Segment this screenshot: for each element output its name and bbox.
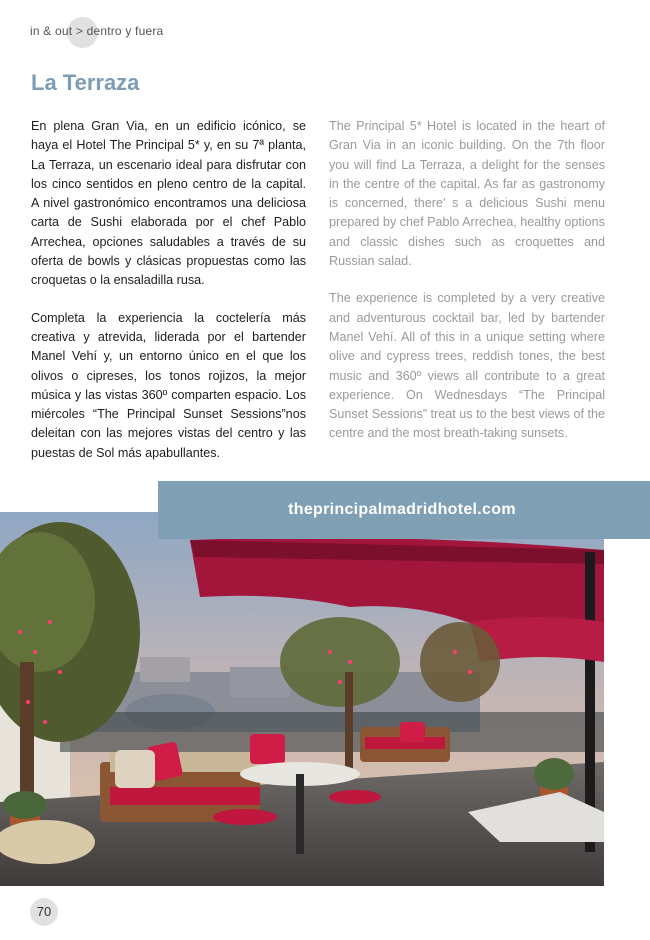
page-number: 70 (30, 898, 58, 926)
terrace-photo (0, 512, 604, 886)
english-paragraph-1: The Principal 5* Hotel is located in the heart of Gran Via in an iconic building. On the 7th floor you will find La Terraza, a delight for the senses in the centre of the capital. As far as gastronomy is concerned, there’ s a delicious Sushi menu prepared by chef Pablo Arrechea, healthy options and classic dishes such as croquettes and Russian salad. (329, 119, 605, 269)
english-column (329, 117, 605, 462)
spanish-column (31, 117, 306, 481)
spanish-paragraph-2: Completa la experiencia la coctelería más creativa y atrevida, liderada por el bartender Manel Vehí y, un entorno único en el que los olivos o cipreses, los tonos rojizos, la mejor música y las vistas 360º comparten espacio. Los miércoles “The Principal Sunset Sessions”nos deleitan con las mejores vistas del centro y las puestas de Sol más apabullantes. (31, 310, 306, 460)
section-breadcrumb (30, 24, 163, 38)
website-url[interactable]: theprincipalmadridhotel.com (288, 501, 516, 518)
article-title: La Terraza (31, 70, 140, 95)
website-banner (158, 481, 650, 539)
english-paragraph-2: The experience is completed by a very creative and adventurous cocktail bar, led by bartender Manel Vehí. All of this in a unique setting where olive and cypress trees, reddish tones, the best music and 360º views all contribute to a great experience. On Wednesdays “The Principal Sunset Sessions” treat us to the best views of the centre and the most breath-taking sunsets. (329, 291, 605, 441)
section-label: in & out > dentro y fuera (30, 24, 164, 38)
spanish-paragraph-1: En plena Gran Via, en un edificio icónico, se haya el Hotel The Principal 5* y, en su 7ª planta, La Terraza, un escenario ideal para disfrutar con los cinco sentidos en pleno centro de la capital. A nivel gastronómico encontramos una deliciosa carta de Sushi elaborada por el chef Pablo Arrechea, opciones saludables a través de su oferta de bowls y clásicas propuestas como las croquetas o la ensaladilla rusa. (31, 119, 306, 288)
